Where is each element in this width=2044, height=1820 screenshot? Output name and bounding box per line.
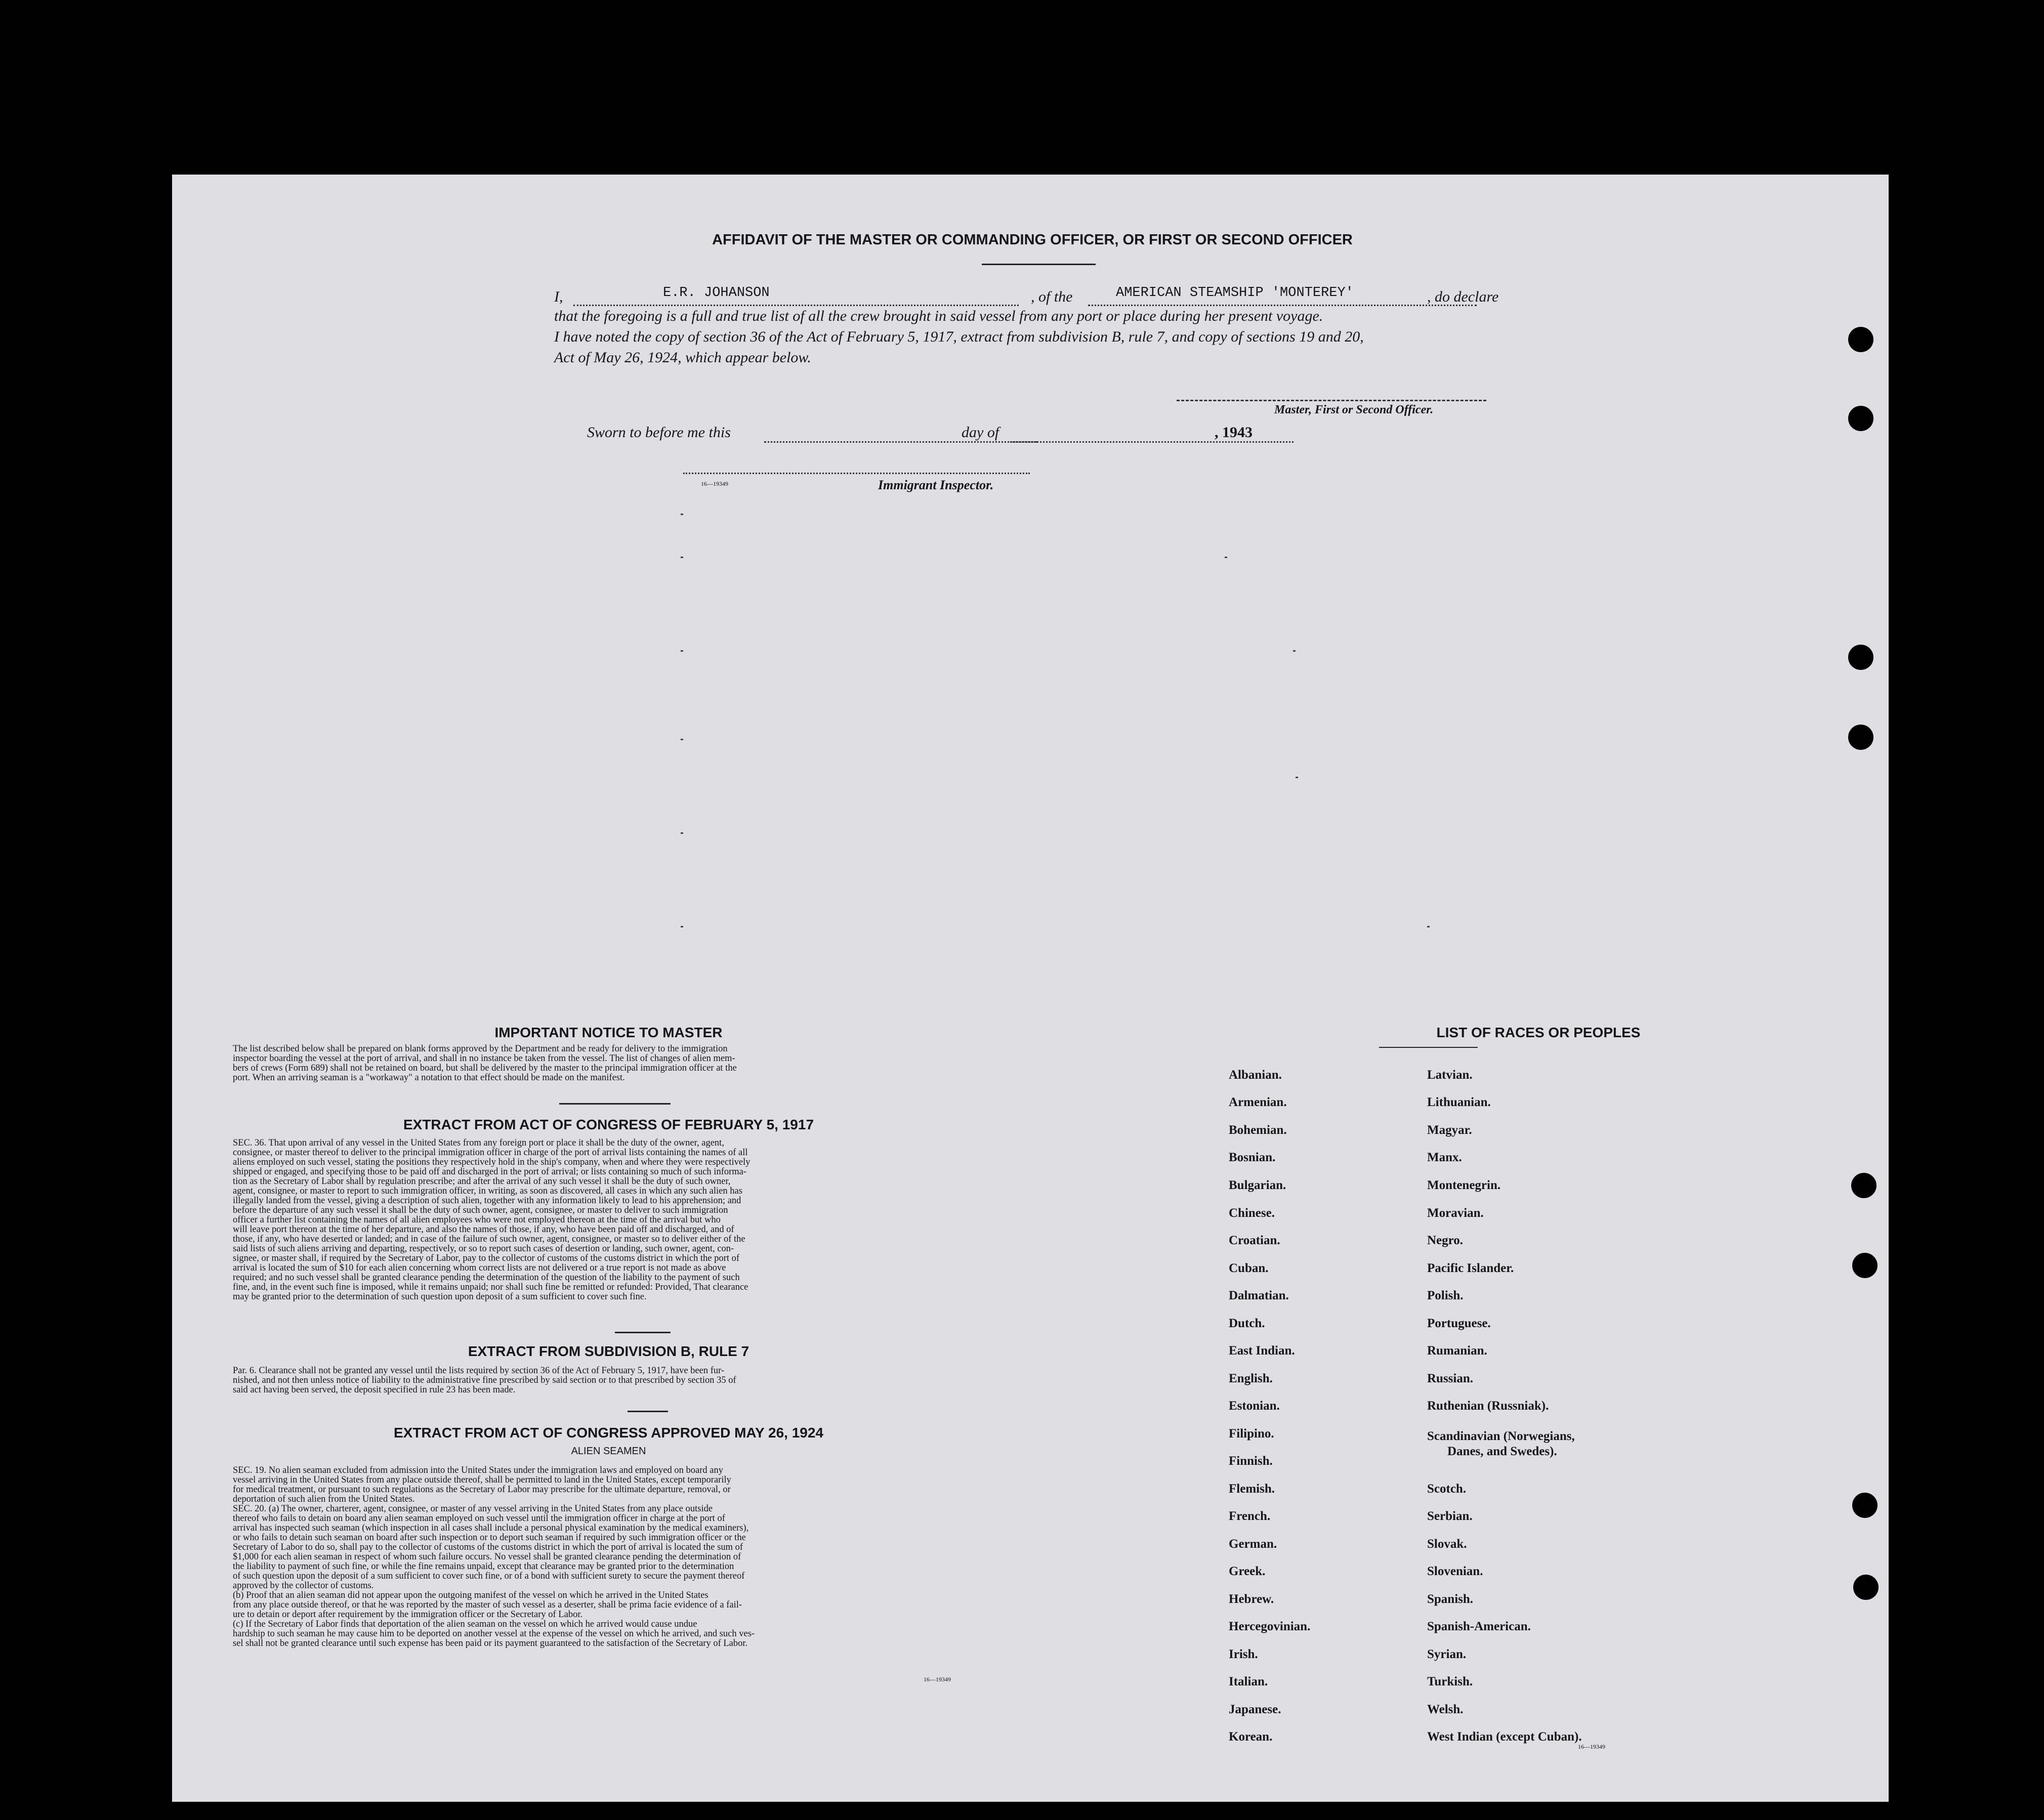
declaration-line-3: I have noted the copy of section 36 of the Act of February 5, 1917, extract from subdivision B, rule 7, and copy of sections 19 and 20, [554,328,1364,345]
race-item: Slovak. [1427,1537,1467,1551]
stray-mark [681,739,683,740]
extract-1924-line: hardship to such seaman he may cause him to be deported on another vessel at the expense of the vessel on which he arrived, and such ves- [233,1629,755,1639]
extract-1917-body [233,1138,984,1302]
extract-1924-line: of such question upon the deposit of a sum sufficient to cover such fine, or of a bond with sufficient surety to secure the payment thereof [233,1571,745,1581]
race-item: Chinese. [1229,1206,1275,1220]
race-item: Cuban. [1229,1261,1269,1275]
notice-title: IMPORTANT NOTICE TO MASTER [494,1025,723,1040]
binder-hole [1852,1493,1878,1518]
race-item: Greek. [1229,1564,1266,1578]
extract-1924-subtitle: ALIEN SEAMEN [571,1446,646,1457]
extract-1917-line: may be granted prior to the determination of such question upon deposit of a sum sufficient to cover such fine. [233,1292,647,1302]
extract-1924-line: thereof who fails to detain on board any alien seaman employed on such vessel until the immigration officer in charge at the port of [233,1513,725,1523]
binder-hole [1848,327,1873,352]
inspector-signature-line [683,473,1030,474]
sworn-line [587,424,1296,447]
extract-1924-line: deportation of such alien from the United States. [233,1494,415,1504]
race-item: Finnish. [1229,1454,1273,1468]
race-item: French. [1229,1509,1271,1523]
race-item: Russian. [1427,1372,1474,1385]
notice-line: port. When an arriving seaman is a "workaway" a notation to that effect should be made on the manifest. [233,1073,625,1083]
extract-1924-line: SEC. 19. No alien seaman excluded from admission into the United States under the immigration laws and employed on board any [233,1465,723,1475]
extract-1924-line: from any place outside thereof, or that he was reported by the master of such vessel as a deserter, shall be prima facie evidence of a fail- [233,1600,742,1610]
race-item: Hebrew. [1229,1592,1274,1606]
extract-rule7-line: nished, and not then unless notice of liability to the administrative fine prescribed by said section or to that prescribed by section 35 of [233,1375,736,1385]
extract-1917-line: arrival is located the sum of $10 for each alien concerning whom correct lists are not delivered or a true report is not made as above [233,1263,726,1273]
race-item: Hercegovinian. [1229,1620,1311,1633]
race-item: Scandinavian (Norwegians, [1427,1429,1575,1443]
day-of-label: day of [962,424,999,441]
race-item: Rumanian. [1427,1344,1487,1358]
race-item: Dutch. [1229,1317,1265,1330]
race-item: Manx. [1427,1151,1462,1164]
races-form-number: 16—19349 [1578,1743,1605,1750]
officer-name: E.R. JOHANSON [663,285,770,301]
extract-1917-line: fine, and, in the event such fine is imposed, while it remains unpaid; nor shall such fine be remitted or refunded: Provided, That clearance [233,1282,748,1292]
race-item: Korean. [1229,1730,1273,1744]
stray-mark [681,926,683,927]
races-divider [1379,1047,1478,1048]
sworn-label: Sworn to before me this [587,424,731,441]
race-item: Irish. [1229,1647,1258,1661]
binder-hole [1848,725,1873,750]
race-item: Filipino. [1229,1427,1274,1441]
sworn-month-line [1010,441,1294,443]
race-item: German. [1229,1537,1277,1551]
extract-1917-line: signee, or master shall, if required by the Secretary of Labor, pay to the collector of customs of the customs district in which the port of [233,1253,740,1263]
extract-1917-line: illegally landed from the vessel, giving a description of such alien, together with any information likely to lead to his apprehension; and [233,1196,741,1206]
inspector-label: Immigrant Inspector. [878,478,994,492]
extract-1917-title: EXTRACT FROM ACT OF CONGRESS OF FEBRUARY 5, 1917 [403,1117,814,1132]
signature-caption-text: Master, First or Second Officer. [1274,403,1434,416]
race-item: English. [1229,1372,1273,1385]
declaration-line-4: Act of May 26, 1924, which appear below. [554,349,811,366]
race-item: Spanish-American. [1427,1620,1531,1633]
extract-1924-body [233,1466,984,1648]
title-divider [982,264,1096,265]
race-item: Lithuanian. [1427,1095,1491,1109]
binder-hole [1848,645,1873,670]
extract-1924-line: approved by the collector of customs. [233,1581,374,1591]
affidavit-title: AFFIDAVIT OF THE MASTER OR COMMANDING OFFICER, OR FIRST OR SECOND OFFICER [712,232,1353,248]
declaration-line-2: that the foregoing is a full and true list of all the crew brought in said vessel from any port or place during her present voyage. [554,308,1323,324]
stray-mark [1296,777,1298,778]
race-item: Flemish. [1229,1482,1275,1496]
binder-hole [1852,1253,1878,1278]
extract-1924-line: vessel arriving in the United States from any place outside thereof, shall be permitted to land in the United States, except temporarily [233,1475,731,1485]
race-item-continuation: Danes, and Swedes). [1447,1445,1557,1458]
race-item: West Indian (except Cuban). [1427,1730,1582,1744]
race-item: Bosnian. [1229,1151,1276,1164]
extract-1917-line: officer a further list containing the names of all alien employees who were not employed thereon at the time of the arrival but who [233,1215,721,1225]
race-item: Welsh. [1427,1703,1464,1716]
officer-name-line [573,305,1019,306]
extract-1917-line: aliens employed on such vessel, stating the positions they respectively hold in the ship's company, when and where they were respectively [233,1157,750,1167]
stray-mark [681,557,683,558]
race-item: Estonian. [1229,1399,1280,1413]
do-declare-label: , do declare [1427,288,1499,305]
race-item: Dalmatian. [1229,1289,1289,1302]
vessel-name-line [1088,305,1477,306]
extract-1917-line: consignee, or master thereof to deliver to the principal immigration officer in charge of the port of arrival lists containing the names of all [233,1148,748,1158]
extract-1917-line: before the departure of any such vessel it shall be the duty of such owner, agent, consignee, or master to deliver to such immigration [233,1205,728,1215]
race-item: Scotch. [1427,1482,1467,1496]
race-item: Ruthenian (Russniak). [1427,1399,1549,1413]
extract-1924-line: SEC. 20. (a) The owner, charterer, agent, consignee, or master of any vessel arriving in the United States from any place outside [233,1504,713,1514]
section-divider [559,1103,671,1105]
races-title: LIST OF RACES OR PEOPLES [1436,1025,1641,1040]
extract-1924-line: (b) Proof that an alien seaman did not appear upon the outgoing manifest of the vessel on which he arrived in the United States [233,1590,708,1600]
stray-mark [681,832,683,834]
stray-mark [681,514,683,515]
race-item: Albanian. [1229,1068,1282,1082]
stray-mark [1427,926,1430,927]
extract-1924-line: sel shall not be granted clearance until such expense has been paid or its payment guaranteed to the satisfaction of the Secretary of Labor. [233,1638,748,1648]
binder-hole [1848,406,1873,431]
race-item: East Indian. [1229,1344,1295,1358]
sworn-day-line [764,441,1037,443]
race-item: Slovenian. [1427,1564,1483,1578]
race-item: Moravian. [1427,1206,1484,1220]
extract-rule7-title: EXTRACT FROM SUBDIVISION B, RULE 7 [468,1343,749,1359]
race-item: Magyar. [1427,1123,1472,1137]
race-item: Bulgarian. [1229,1178,1286,1192]
extract-1924-line: $1,000 for each alien seaman in respect of whom such failure occurs. No vessel shall be granted clearance pending the determination of [233,1552,741,1562]
notice-line: inspector boarding the vessel at the port of arrival, and shall in no instance be taken from the vessel. The list of changes of alien mem- [233,1053,735,1064]
signature-line [1177,400,1486,401]
race-item: Bohemian. [1229,1123,1287,1137]
race-item: Montenegrin. [1427,1178,1501,1192]
binder-hole [1851,1173,1876,1198]
i-label: I, [554,288,563,305]
extract-1917-line: those, if any, who have deserted or landed; and in case of the failure of such owner, agent, consignee, or master so to deliver either of the [233,1234,745,1244]
notice-body [233,1044,984,1083]
extract-1924-line: for medical treatment, or pursuant to such regulations as the Secretary of Labor may prescribe for the ultimate departure, removal, or [233,1485,731,1495]
extract-rule7-line: said act having been served, the deposit specified in rule 23 has been made. [233,1385,516,1395]
extract-1924-line: ure to detain or deport after requirement by the immigration officer or the Secretary of Labor. [233,1610,583,1620]
extract-1924-line: arrival has inspected such seaman (which inspection in all cases shall include a personal physical examination by the medical examiners), [233,1523,749,1533]
affidavit-declaration [554,287,1511,366]
race-item: Syrian. [1427,1647,1467,1661]
stray-mark [1225,557,1227,558]
extract-1917-line: shipped or engaged, and specifying those to be paid off and discharged in the port of arrival; or lists containing so much of such informa- [233,1167,747,1177]
race-item: Pacific Islander. [1427,1261,1514,1275]
extract-1917-line: will leave port thereon at the time of her departure, and also the names of those, if any, who have been paid off and discharged, and of [233,1224,734,1235]
race-item: Japanese. [1229,1703,1281,1716]
section-divider [628,1411,668,1412]
sworn-year: , 1943 [1215,424,1253,441]
race-item: Armenian. [1229,1095,1287,1109]
race-item: Croatian. [1229,1234,1280,1247]
vessel-name: AMERICAN STEAMSHIP 'MONTEREY' [1116,285,1354,301]
race-item: Latvian. [1427,1068,1473,1082]
extract-1917-line: SEC. 36. That upon arrival of any vessel in the United States from any foreign port or place it shall be the duty of the owner, agent, [233,1138,724,1148]
race-item: Italian. [1229,1675,1268,1688]
extract-1924-line: (c) If the Secretary of Labor finds that deportation of the alien seaman on the vessel on which he arrived would cause undue [233,1619,697,1629]
notice-line: The list described below shall be prepared on blank forms approved by the Department and be ready for delivery to the immigration [233,1044,728,1054]
extract-rule7-body [233,1366,984,1395]
extract-rule7-line: Par. 6. Clearance shall not be granted any vessel until the lists required by section 36 of the Act of February 5, 1917, have been fur- [233,1366,725,1376]
extract-1924-title: EXTRACT FROM ACT OF CONGRESS APPROVED MAY 26, 1924 [394,1425,823,1441]
of-the-label: , of the [1031,288,1073,305]
race-item: Negro. [1427,1234,1464,1247]
extract-1924-line: or who fails to detain such seaman on board after such inspection or to deport such seaman if required by such immigration officer or the [233,1533,746,1543]
race-item: Serbian. [1427,1509,1473,1523]
signature-caption [1274,403,1433,417]
extract-1917-line: agent, consignee, or master to report to such immigration officer, in writing, as soon as discovered, all cases in which any such alien has [233,1186,742,1196]
extract-1924-line: Secretary of Labor to do so, shall pay to the collector of customs of the customs district in which the port of arrival is located the sum of [233,1542,743,1552]
race-item: Turkish. [1427,1675,1473,1688]
extract-1917-line: required; and no such vessel shall be granted clearance pending the determination of the question of the liability to the payment of such [233,1273,740,1283]
race-item: Spanish. [1427,1592,1474,1606]
binder-hole [1853,1575,1879,1600]
extract-1924-line: the liability to payment of such fine, or while the fine remains unpaid, except that clearance may be granted prior to the determination [233,1561,734,1572]
extract-form-number: 16—19349 [924,1676,951,1683]
extract-1917-line: said lists of such aliens arriving and departing, respectively, or so to report such cases of desertion or landing, such owner, agent, con- [233,1244,734,1254]
race-item: Portuguese. [1427,1317,1491,1330]
extract-1917-line: tion as the Secretary of Labor shall by regulation prescribe; and after the arrival of any such vessel it shall be the duty of such owner, [233,1176,731,1187]
race-item: Polish. [1427,1289,1464,1302]
stray-mark [1293,650,1296,652]
section-divider [615,1332,671,1333]
affidavit-form-number: 16—19349 [701,480,728,487]
stray-mark [681,650,683,652]
notice-line: bers of crews (Form 689) shall not be retained on board, but shall be delivered by the master to the principal immigration officer at the [233,1063,737,1073]
